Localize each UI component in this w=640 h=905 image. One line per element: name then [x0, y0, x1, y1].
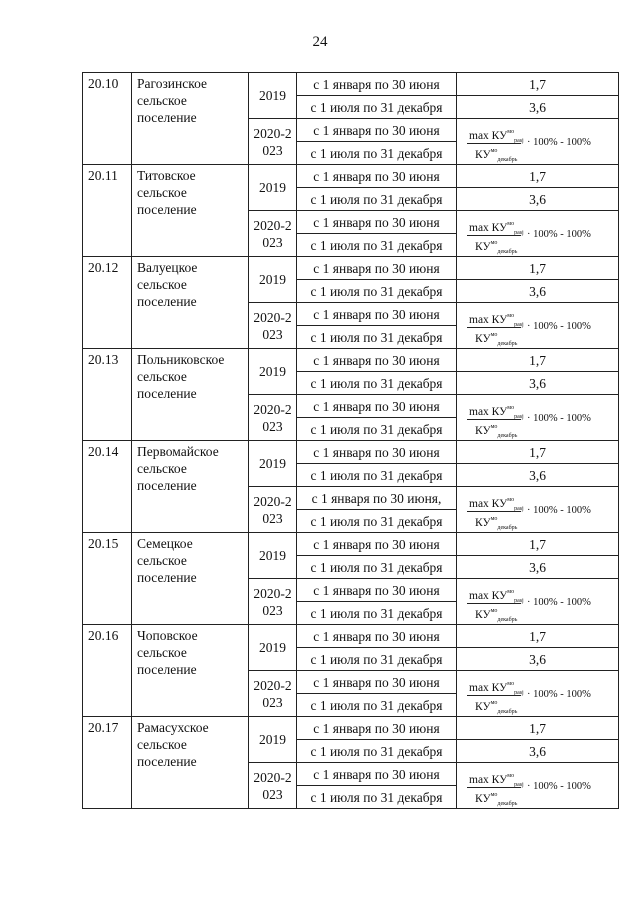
- row-number: 20.12: [83, 257, 132, 349]
- formula: [457, 396, 618, 440]
- formula-tail: · 100% - 100%: [527, 596, 591, 608]
- row-number: 20.13: [83, 349, 132, 441]
- period-1: с 1 января по 30 июня: [297, 165, 457, 188]
- period-3: с 1 января по 30 июня,: [297, 487, 457, 510]
- formula-denominator: $КУ^{мо}_{декабрь}$: [475, 791, 518, 807]
- settlement-name: Рагозинское сельское поселение: [132, 73, 249, 165]
- table-row: [83, 73, 619, 96]
- formula: [457, 764, 618, 808]
- formula-denominator: $КУ^{мо}_{декабрь}$: [475, 147, 518, 163]
- formula-cell: [457, 395, 619, 441]
- formula-denominator: $КУ^{мо}_{декабрь}$: [475, 239, 518, 255]
- table-row: [83, 533, 619, 556]
- formula-denominator: $КУ^{мо}_{декабрь}$: [475, 423, 518, 439]
- formula-denominator: $КУ^{мо}_{декабрь}$: [475, 331, 518, 347]
- settlement-name: Валуецкое сельское поселение: [132, 257, 249, 349]
- formula-cell: [457, 763, 619, 809]
- year-range: 2020-2023: [249, 211, 297, 257]
- formula-cell: [457, 303, 619, 349]
- year-single: 2019: [249, 441, 297, 487]
- value-1: 1,7: [457, 717, 619, 740]
- formula-numerator: $\max КУ^{мо}_{pasj}$: [469, 404, 524, 420]
- formula-fraction-bar: [467, 143, 521, 144]
- table-row: [83, 717, 619, 740]
- formula-fraction-bar: [467, 695, 521, 696]
- period-2: с 1 июля по 31 декабря: [297, 280, 457, 303]
- row-number: 20.10: [83, 73, 132, 165]
- formula-fraction-bar: [467, 327, 521, 328]
- period-3: с 1 января по 30 июня: [297, 303, 457, 326]
- page-number: 24: [312, 34, 328, 50]
- period-1: с 1 января по 30 июня: [297, 441, 457, 464]
- value-2: 3,6: [457, 96, 619, 119]
- formula: [457, 120, 618, 164]
- value-2: 3,6: [457, 372, 619, 395]
- formula-tail: · 100% - 100%: [527, 688, 591, 700]
- period-1: с 1 января по 30 июня: [297, 349, 457, 372]
- value-2: 3,6: [457, 188, 619, 211]
- period-1: с 1 января по 30 июня: [297, 533, 457, 556]
- row-number: 20.16: [83, 625, 132, 717]
- table-row: [83, 625, 619, 648]
- formula: [457, 212, 618, 256]
- formula-cell: [457, 579, 619, 625]
- period-2: с 1 июля по 31 декабря: [297, 740, 457, 763]
- year-single: 2019: [249, 625, 297, 671]
- formula-cell: [457, 119, 619, 165]
- value-1: 1,7: [457, 625, 619, 648]
- period-3: с 1 января по 30 июня: [297, 211, 457, 234]
- value-1: 1,7: [457, 73, 619, 96]
- settlement-name: Рамасухское сельское поселение: [132, 717, 249, 809]
- formula-tail: · 100% - 100%: [527, 228, 591, 240]
- period-2: с 1 июля по 31 декабря: [297, 648, 457, 671]
- row-number: 20.17: [83, 717, 132, 809]
- period-4: с 1 июля по 31 декабря: [297, 786, 457, 809]
- table-row: [83, 441, 619, 464]
- period-2: с 1 июля по 31 декабря: [297, 464, 457, 487]
- year-single: 2019: [249, 533, 297, 579]
- period-1: с 1 января по 30 июня: [297, 73, 457, 96]
- value-2: 3,6: [457, 740, 619, 763]
- formula-fraction-bar: [467, 235, 521, 236]
- period-2: с 1 июля по 31 декабря: [297, 556, 457, 579]
- year-range: 2020-2023: [249, 395, 297, 441]
- formula-tail: · 100% - 100%: [527, 504, 591, 516]
- year-range: 2020-2023: [249, 763, 297, 809]
- year-single: 2019: [249, 717, 297, 763]
- formula-denominator: $КУ^{мо}_{декабрь}$: [475, 607, 518, 623]
- year-range: 2020-2023: [249, 119, 297, 165]
- year-range: 2020-2023: [249, 579, 297, 625]
- formula-fraction-bar: [467, 603, 521, 604]
- formula-numerator: $\max КУ^{мо}_{pasj}$: [469, 220, 524, 236]
- formula-numerator: $\max КУ^{мо}_{pasj}$: [469, 772, 524, 788]
- year-single: 2019: [249, 73, 297, 119]
- period-4: с 1 июля по 31 декабря: [297, 418, 457, 441]
- period-3: с 1 января по 30 июня: [297, 395, 457, 418]
- value-1: 1,7: [457, 441, 619, 464]
- year-range: 2020-2023: [249, 487, 297, 533]
- value-2: 3,6: [457, 648, 619, 671]
- row-number: 20.11: [83, 165, 132, 257]
- year-single: 2019: [249, 349, 297, 395]
- formula-cell: [457, 671, 619, 717]
- value-1: 1,7: [457, 165, 619, 188]
- value-1: 1,7: [457, 257, 619, 280]
- formula: [457, 580, 618, 624]
- settlement-name: Польниковское сельское поселение: [132, 349, 249, 441]
- value-2: 3,6: [457, 280, 619, 303]
- period-2: с 1 июля по 31 декабря: [297, 188, 457, 211]
- table-row: [83, 349, 619, 372]
- period-3: с 1 января по 30 июня: [297, 579, 457, 602]
- settlement-name: Чоповское сельское поселение: [132, 625, 249, 717]
- period-1: с 1 января по 30 июня: [297, 625, 457, 648]
- row-number: 20.15: [83, 533, 132, 625]
- formula-tail: · 100% - 100%: [527, 412, 591, 424]
- year-single: 2019: [249, 257, 297, 303]
- period-4: с 1 июля по 31 декабря: [297, 326, 457, 349]
- formula-cell: [457, 487, 619, 533]
- period-4: с 1 июля по 31 декабря: [297, 694, 457, 717]
- row-number: 20.14: [83, 441, 132, 533]
- formula-numerator: $\max КУ^{мо}_{pasj}$: [469, 496, 524, 512]
- settlement-name: Первомайское сельское поселение: [132, 441, 249, 533]
- formula: [457, 672, 618, 716]
- formula-cell: [457, 211, 619, 257]
- settlement-name: Титовское сельское поселение: [132, 165, 249, 257]
- value-2: 3,6: [457, 464, 619, 487]
- formula-tail: · 100% - 100%: [527, 780, 591, 792]
- formula-numerator: $\max КУ^{мо}_{pasj}$: [469, 312, 524, 328]
- period-4: с 1 июля по 31 декабря: [297, 142, 457, 165]
- value-2: 3,6: [457, 556, 619, 579]
- period-4: с 1 июля по 31 декабря: [297, 602, 457, 625]
- table-row: [83, 165, 619, 188]
- settlement-name: Семецкое сельское поселение: [132, 533, 249, 625]
- year-range: 2020-2023: [249, 671, 297, 717]
- table-row: [83, 257, 619, 280]
- formula-numerator: $\max КУ^{мо}_{pasj}$: [469, 588, 524, 604]
- formula-fraction-bar: [467, 787, 521, 788]
- period-3: с 1 января по 30 июня: [297, 671, 457, 694]
- period-4: с 1 июля по 31 декабря: [297, 510, 457, 533]
- period-2: с 1 июля по 31 декабря: [297, 372, 457, 395]
- formula: [457, 488, 618, 532]
- formula-fraction-bar: [467, 511, 521, 512]
- formula-numerator: $\max КУ^{мо}_{pasj}$: [469, 128, 524, 144]
- period-4: с 1 июля по 31 декабря: [297, 234, 457, 257]
- period-1: с 1 января по 30 июня: [297, 717, 457, 740]
- value-1: 1,7: [457, 349, 619, 372]
- period-3: с 1 января по 30 июня: [297, 763, 457, 786]
- year-single: 2019: [249, 165, 297, 211]
- value-1: 1,7: [457, 533, 619, 556]
- formula-denominator: $КУ^{мо}_{декабрь}$: [475, 515, 518, 531]
- formula-tail: · 100% - 100%: [527, 136, 591, 148]
- formula-fraction-bar: [467, 419, 521, 420]
- formula-numerator: $\max КУ^{мо}_{pasj}$: [469, 680, 524, 696]
- year-range: 2020-2023: [249, 303, 297, 349]
- period-1: с 1 января по 30 июня: [297, 257, 457, 280]
- formula-denominator: $КУ^{мо}_{декабрь}$: [475, 699, 518, 715]
- formula: [457, 304, 618, 348]
- tariff-table: [82, 72, 619, 809]
- period-2: с 1 июля по 31 декабря: [297, 96, 457, 119]
- period-3: с 1 января по 30 июня: [297, 119, 457, 142]
- formula-tail: · 100% - 100%: [527, 320, 591, 332]
